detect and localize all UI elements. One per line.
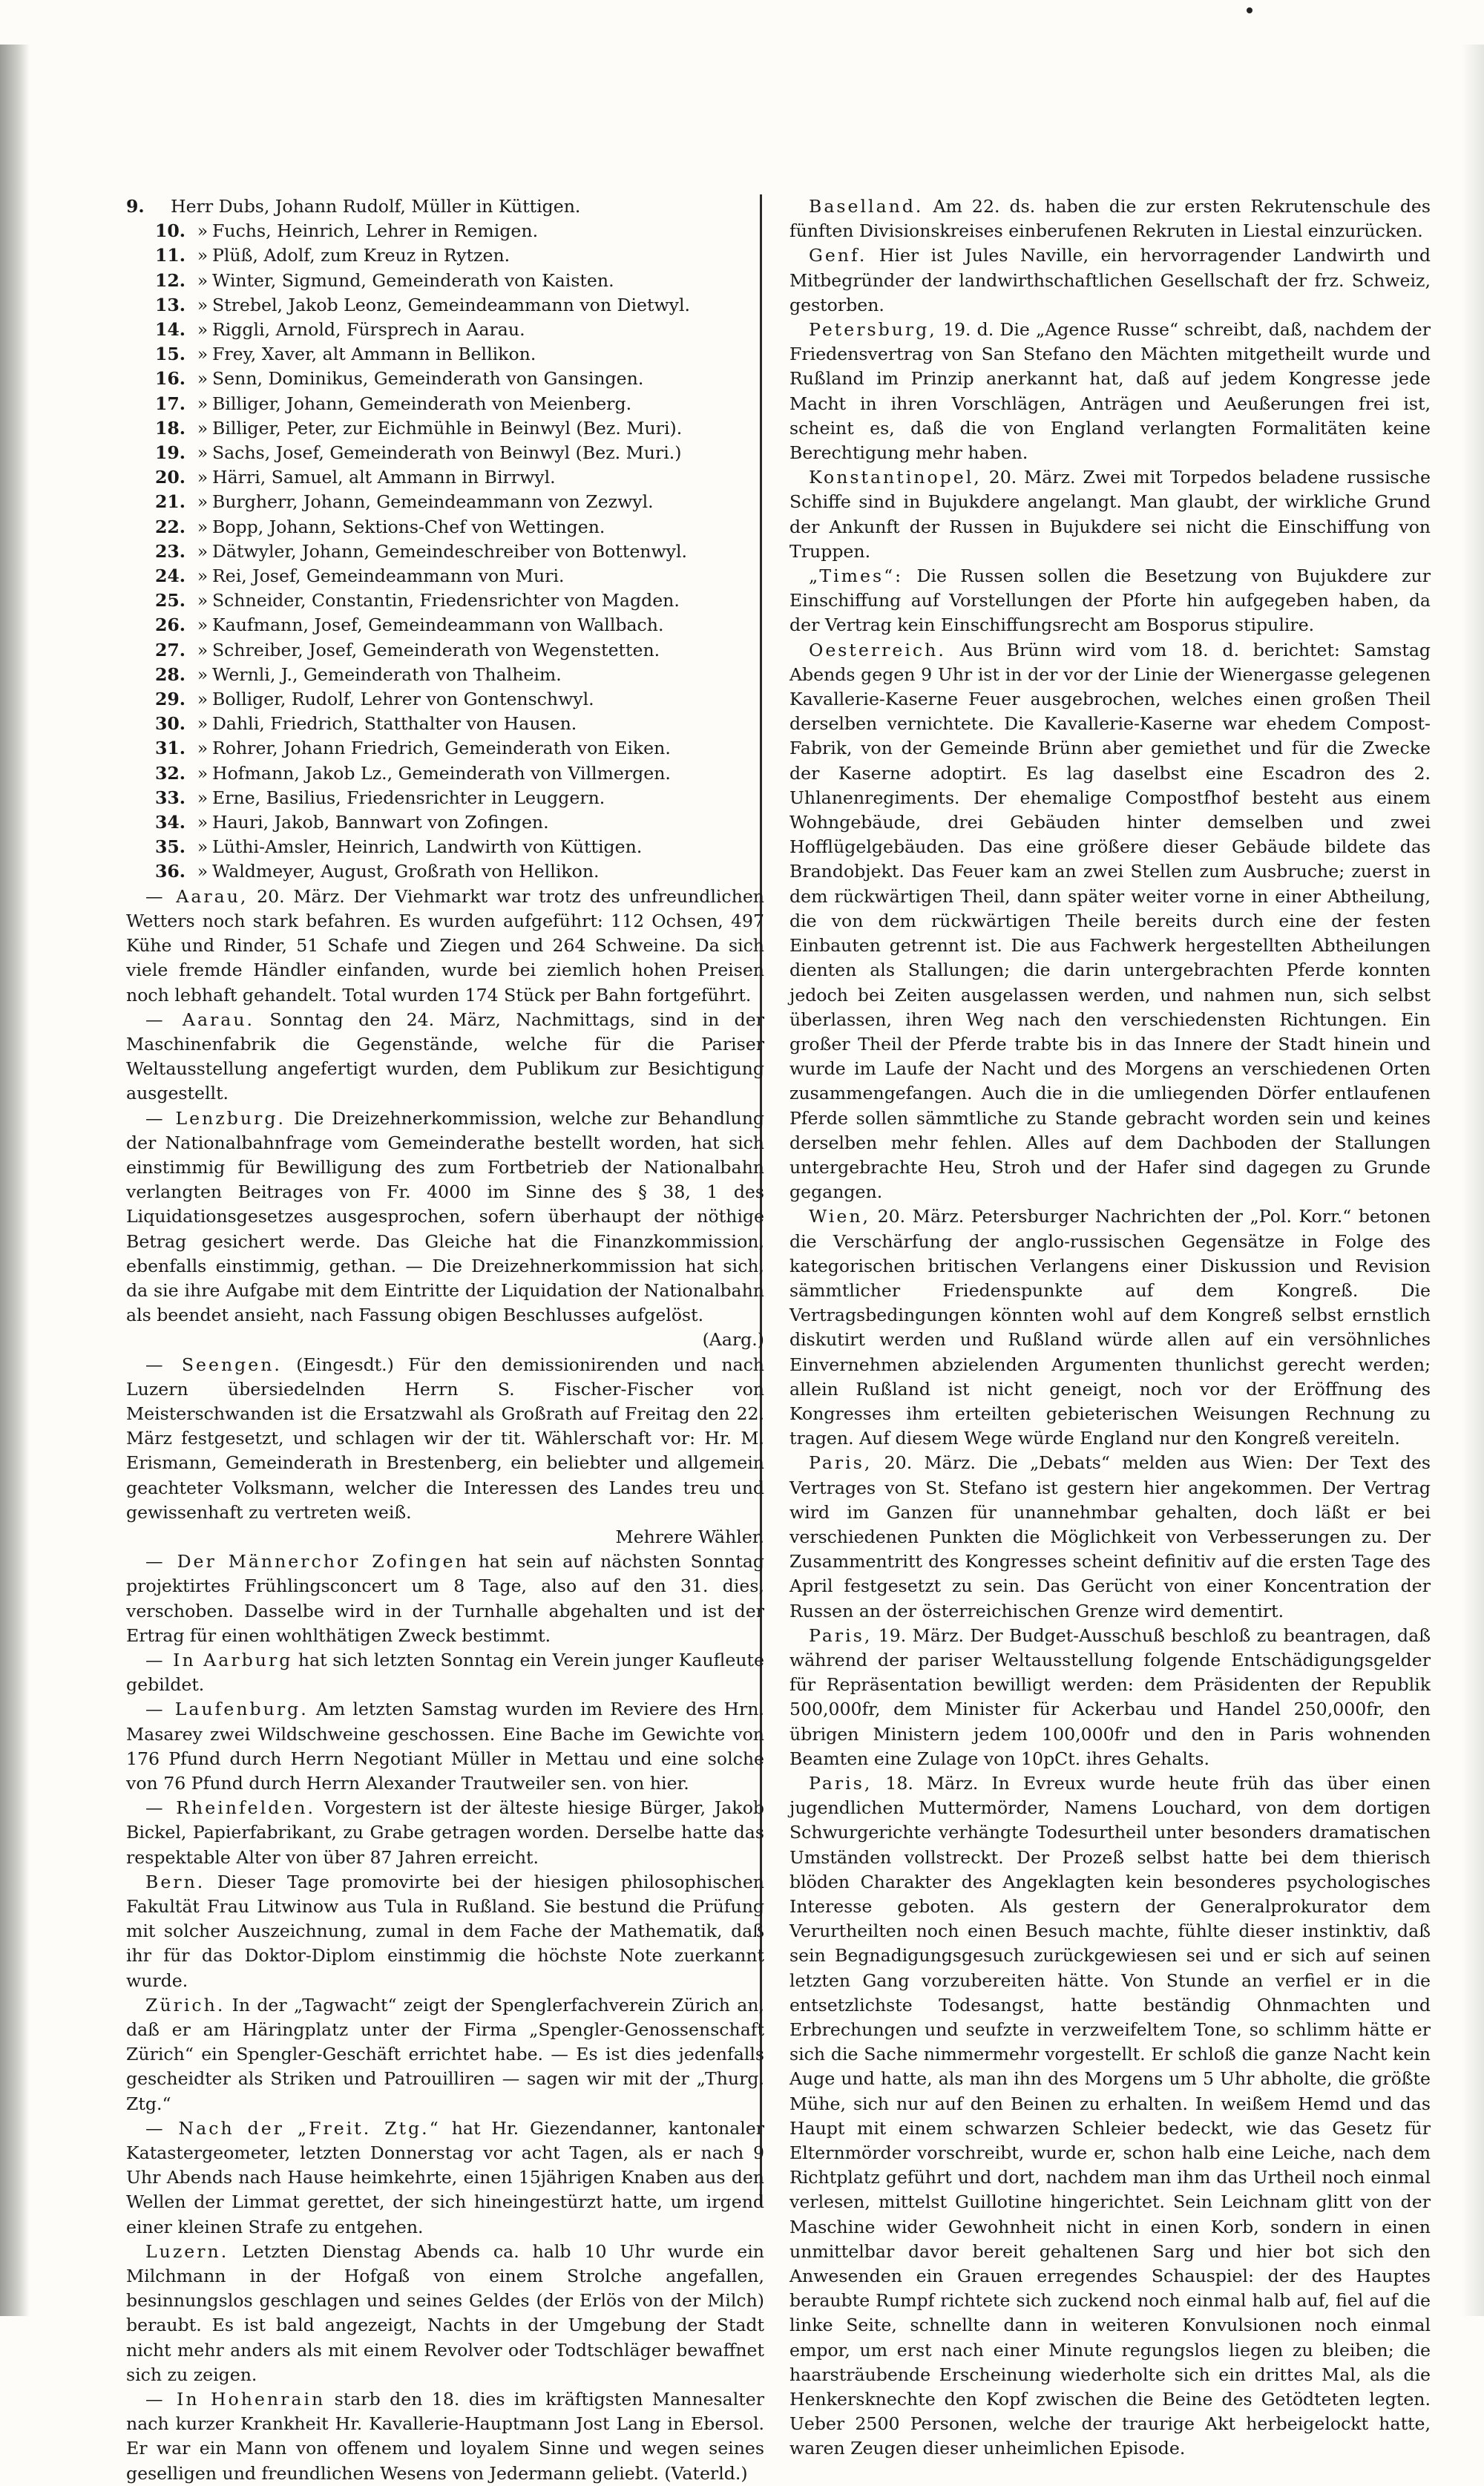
list-number: 27.: [154, 639, 186, 660]
list-name: Billiger, Peter, zur Eichmühle in Beinwyl (Bez. Muri).: [212, 417, 683, 439]
list-item: 9. Herr Dubs, Johann Rudolf, Müller in Küttigen.: [126, 194, 764, 219]
list-number: 30.: [154, 713, 186, 735]
list-item: [126, 441, 764, 465]
list-number: 15.: [154, 344, 186, 365]
list-item: [126, 687, 764, 712]
page-right-edge: [1462, 45, 1484, 2316]
news-source: Mehrere Wähler.: [615, 1526, 764, 1547]
list-number: 18.: [154, 417, 186, 439]
list-name: Dätwyler, Johann, Gemeindeschreiber von Bottenwyl.: [212, 540, 688, 562]
ditto-mark: »: [197, 689, 209, 710]
news-item: [126, 1353, 764, 1550]
list-item: [126, 835, 764, 859]
list-name: Plüß, Adolf, zum Kreuz in Rytzen.: [212, 245, 510, 266]
news-item: [789, 564, 1431, 638]
news-text: 20. März. Zwei mit Torpedos beladene russische Schiffe sind in Bujukdere angelangt. Man glaubt, der wirkliche Grund der Ankunft der Russen in Bujukdere sei nicht die Einschiffung von Truppen.: [789, 467, 1431, 562]
list-number: 32.: [154, 762, 186, 784]
ditto-mark: »: [197, 663, 209, 685]
news-dateline: Baselland.: [809, 196, 924, 217]
news-item: [789, 194, 1431, 243]
news-text: Dieser Tage promovirte bei der hiesigen philosophischen Fakultät Frau Litwinow aus Tula in Rußland. Sie bestund die Prüfung mit solcher Auszeichnung, zumal in dem Fache der Mathematik, daß ihr für das Doktor-Diplom einstimmig die höchste Note zuerkannt wurde.: [126, 1871, 764, 1991]
left-news-items: [126, 885, 764, 2486]
list-number: 28.: [154, 663, 186, 685]
news-dateline: Oesterreich.: [809, 639, 946, 660]
news-item: [126, 1993, 764, 2116]
news-text: Letzten Dienstag Abends ca. halb 10 Uhr wurde ein Milchmann in der Hofgaß von einem Strolche angefallen, besinnungslos geschlagen und seines Geldes (der Erlös von der Milch) beraubt. Es ist bald angezeigt, Nachts in der Umgebung der Stadt nicht mehr anders als mit einem Revolver oder Todtschläger bewaffnet sich zu zeigen.: [126, 2240, 764, 2385]
list-number: 21.: [154, 491, 186, 513]
list-name: Schneider, Constantin, Friedensrichter von Magden.: [212, 590, 680, 611]
news-item: [126, 1549, 764, 1648]
news-dateline: — Laufenburg.: [145, 1699, 309, 1720]
list-item: [126, 761, 764, 786]
right-news-items: [789, 194, 1431, 2462]
list-number: 25.: [154, 590, 186, 611]
ditto-mark: »: [197, 639, 209, 660]
ditto-mark: »: [197, 540, 209, 562]
list-name: Hofmann, Jakob Lz., Gemeinderath von Villmergen.: [212, 762, 671, 784]
ditto-mark: »: [197, 368, 209, 390]
left-column: [126, 194, 764, 2486]
list-name: Kaufmann, Josef, Gemeindeammann von Wallbach.: [212, 614, 664, 636]
list-name: Sachs, Josef, Gemeinderath von Beinwyl (Bez. Muri.): [212, 442, 682, 464]
list-number: 13.: [154, 294, 186, 315]
news-text: hat sein auf nächsten Sonntag projektirtes Frühlingsconcert um 8 Tage, also auf den 31. dies, verschoben. Dasselbe wird in der Turnhalle abgehalten und ist der Ertrag für einen wohlthätigen Zweck bestimmt.: [126, 1551, 764, 1646]
list-item: [126, 539, 764, 564]
ditto-mark: »: [197, 294, 209, 315]
list-number: 20.: [154, 467, 186, 488]
news-item: [789, 1771, 1431, 2462]
list-item: [126, 515, 764, 539]
ditto-mark: »: [197, 467, 209, 488]
list-number: 19.: [154, 442, 186, 464]
list-number: 12.: [154, 269, 186, 291]
list-item: [126, 269, 764, 293]
news-dateline: — Der Männerchor Zofingen: [145, 1551, 469, 1572]
list-number: 17.: [154, 393, 186, 414]
news-source: (Aarg.): [702, 1329, 764, 1351]
ditto-mark: »: [197, 762, 209, 784]
list-name: Senn, Dominikus, Gemeinderath von Gansingen.: [212, 368, 644, 390]
list-name: Wernli, J., Gemeinderath von Thalheim.: [212, 663, 562, 685]
news-item: [789, 318, 1431, 465]
page-binding-edge: [0, 45, 30, 2316]
list-number: 22.: [154, 516, 186, 537]
news-item: [789, 243, 1431, 318]
list-name: Erne, Basilius, Friedensrichter in Leuggern.: [212, 787, 605, 808]
list-name: Billiger, Johann, Gemeinderath von Meienberg.: [212, 393, 632, 414]
printer-mark: [1247, 7, 1252, 13]
list-name: Rohrer, Johann Friedrich, Gemeinderath von Eiken.: [212, 738, 671, 759]
news-dateline: Zürich.: [145, 1994, 226, 2016]
news-item: [126, 1870, 764, 1993]
news-dateline: Bern.: [145, 1871, 206, 1892]
list-name: Hauri, Jakob, Bannwart von Zofingen.: [212, 812, 549, 833]
news-dateline: — Nach der „Freit. Ztg.“: [145, 2117, 441, 2139]
list-item: [126, 490, 764, 514]
news-text: hat sich letzten Sonntag ein Verein junger Kaufleute gebildet.: [126, 1649, 764, 1696]
list-name: Frey, Xaver, alt Ammann in Bellikon.: [212, 344, 536, 365]
news-text: 20. März. Die „Debats“ melden aus Wien: Der Text des Vertrages von St. Stefano ist gestern hier angekommen. Der Vertrag wird im Ganzen für unannehmbar gehalten, doch läßt er bei verschiedenen Punkten die Möglichkeit von Verbesserungen zu. Der Zusammentritt des Kongresses scheint definitiv auf die ersten Tage des April festgesetzt zu sein. Das Gerücht von einer Koncentration der Russen an der österreichischen Grenze wird dementirt.: [789, 1452, 1431, 1621]
news-dateline: — Seengen.: [145, 1354, 282, 1375]
news-text: 18. März. In Evreux wurde heute früh das über einen jugendlichen Muttermörder, Namens Louchard, von dem dortigen Schwurgerichte verhängte Todesurtheil unter besonders dramatischen Umständen vollstreckt. Der Prozeß selbst hatte bei dem thierisch blöden Charakter des Angeklagten kein besonderes psychologisches Interesse geboten. Als gestern der Generalprokurator dem Verurtheilten noch einen Besuch machte, fühlte dieser instinktiv, daß sein Begnadigungsgesuch zurückgewiesen sei und er sich auf seinen letzten Gang vorzubereiten hätte. Von Stunde an verfiel er in die entsetzlichste Todesangst, hatte beständig Ohnmachten und Erbrechungen und seufzte in verzweifeltem Tone, so schlimm hätte er sich die Sache nimmermehr vorgestellt. Er schloß die ganze Nacht kein Auge und hatte, als man ihn des Morgens um 5 Uhr abholte, die größte Mühe, sich nur auf den Beinen zu erhalten. In weißem Hemd und das Haupt mit einem schwarzen Schleier bedeckt, wie das Gesetz für Elternmörder vorschreibt, wurde er, schon halb eine Leiche, nach dem Richtplatz geführt und dort, nachdem man ihm das Urtheil noch einmal verlesen, mittelst Guillotine hingerichtet. Sein Leichnam glitt von der Maschine wider Gewohnheit nicht in einen Korb, sondern in einen unmittelbar davor bereit gehaltenen Sarg und hier bot sich den Anwesenden ein Grauen erregendes Schauspiel: der des Hauptes beraubte Rumpf richtete sich zuckend noch einmal halb auf, fiel auf die linke Seite, schnellte dann in weiteren Konvulsionen noch einmal empor, um erst nach einer Minute regungslos liegen zu bleiben; die haarsträubende Erscheinung wiederholte sich ein drittes Mal, als die Henkersknechte den Kopf zwischen die Beine des Getödteten legten. Ueber 2500 Personen, welche der traurige Akt herbeigelockt hatte, waren Zeugen dieser unheimlichen Episode.: [789, 1773, 1431, 2459]
list-number: 23.: [154, 540, 186, 562]
news-item: [126, 1648, 764, 1697]
list-item: [126, 613, 764, 637]
list-item: [126, 318, 764, 342]
list-name: Schreiber, Josef, Gemeinderath von Wegenstetten.: [212, 639, 660, 660]
list-name: Fuchs, Heinrich, Lehrer in Remigen.: [212, 220, 539, 242]
list-item: [126, 663, 764, 687]
page-top-margin: [0, 0, 1484, 45]
news-item: [789, 1204, 1431, 1451]
list-name: Winter, Sigmund, Gemeinderath von Kaisten.: [212, 269, 614, 291]
ditto-mark: »: [197, 787, 209, 808]
list-number: 36.: [154, 861, 186, 882]
ditto-mark: »: [197, 442, 209, 464]
news-dateline: — Lenzburg.: [145, 1107, 286, 1129]
list-item: [126, 786, 764, 810]
news-text: (Eingesdt.) Für den demissionirenden und nach Luzern übersiedelnden Herrn S. Fischer-Fischer von Meisterschwanden ist die Ersatzwahl als Großrath auf Freitag den 22. März festgesetzt, und schlagen wir der tit. Wählerschaft vor: Hr. M. Erismann, Gemeinderath in Brestenberg, ein beliebter und allgemein geachteter Volksmann, welcher die Interessen des Landes treu und gewissenhaft zu vertreten weiß.: [126, 1354, 764, 1523]
ditto-mark: »: [197, 491, 209, 513]
news-text: hat Hr. Giezendanner, kantonaler Katastergeometer, letzten Donnerstag vor acht Tagen, als er nach 9 Uhr Abends nach Hause heimkehrte, einen 15jährigen Knaben aus den Wellen der Limmat gerettet, der sich hineingestürzt hatte, um irgend einer kleinen Strafe zu entgehen.: [126, 2117, 764, 2237]
ditto-mark: »: [197, 812, 209, 833]
ditto-mark: »: [197, 713, 209, 735]
news-dateline: — Aarau.: [145, 1008, 255, 1030]
list-name: Dahli, Friedrich, Statthalter von Hausen.: [212, 713, 577, 735]
news-dateline: Konstantinopel,: [809, 467, 982, 488]
list-item: [126, 243, 764, 268]
news-dateline: — In Hohenrain: [145, 2389, 326, 2410]
news-dateline: Petersburg,: [809, 319, 937, 341]
news-item: [126, 1697, 764, 1796]
news-text: Am 22. ds. haben die zur ersten Rekrutenschule des fünften Divisionskreises einberufenen Rekruten in Liestal einzurücken.: [789, 196, 1431, 242]
list-name: Bopp, Johann, Sektions-Chef von Wettingen.: [212, 516, 605, 537]
news-item: [126, 2387, 764, 2486]
news-dateline: „Times“:: [809, 565, 904, 587]
list-number: 31.: [154, 738, 186, 759]
ditto-mark: »: [197, 344, 209, 365]
list-item: [126, 367, 764, 391]
list-number: 10.: [154, 220, 186, 242]
list-name: Bolliger, Rudolf, Lehrer von Gontenschwyl.: [212, 689, 594, 710]
news-dateline: — Rheinfelden.: [145, 1797, 315, 1819]
ditto-mark: »: [197, 590, 209, 611]
list-number: 11.: [154, 245, 186, 266]
news-item: [789, 1451, 1431, 1623]
list-number: 34.: [154, 812, 186, 833]
list-item: [126, 712, 764, 736]
list-number: 26.: [154, 614, 186, 636]
ditto-mark: »: [197, 245, 209, 266]
list-number: 33.: [154, 787, 186, 808]
ditto-mark: »: [197, 836, 209, 858]
list-name: Strebel, Jakob Leonz, Gemeindeammann von Dietwyl.: [212, 294, 691, 315]
list-item: [126, 564, 764, 588]
ditto-mark: »: [197, 614, 209, 636]
news-dateline: Genf.: [809, 245, 867, 266]
news-text: Sonntag den 24. März, Nachmittags, sind in der Maschinenfabrik die Gegenstände, welche für die Pariser Weltausstellung angefertigt wurden, dem Publikum zur Besichtigung ausgestellt.: [126, 1008, 764, 1104]
news-dateline: Paris,: [809, 1773, 873, 1794]
list-item: [126, 859, 764, 884]
list-number: 24.: [154, 565, 186, 587]
list-name: Lüthi-Amsler, Heinrich, Landwirth von Küttigen.: [212, 836, 643, 858]
news-item: [789, 1624, 1431, 1771]
list-name: Burgherr, Johann, Gemeindeammann von Zezwyl.: [212, 491, 654, 513]
ditto-mark: »: [197, 319, 209, 341]
list-item: [126, 465, 764, 490]
news-text: 20. März. Der Viehmarkt war trotz des unfreundlichen Wetters noch stark befahren. Es wurden aufgeführt: 112 Ochsen, 497 Kühe und Rinder, 51 Schafe und Ziegen und 264 Schweine. Da sich viele fremde Händler einfanden, wurde bei ziemlich hohen Preisen noch lebhaft gehandelt. Total wurden 174 Stück per Bahn fortgeführt.: [126, 885, 764, 1006]
news-dateline: Paris,: [809, 1452, 873, 1474]
news-text: Aus Brünn wird vom 18. d. berichtet: Samstag Abends gegen 9 Uhr ist in der vor der Linie der Wienergasse gelegenen Kavallerie-Kaserne Feuer ausgebrochen, welches einen großen Theil derselben vernichtete. Die Kavallerie-Kaserne war ehedem Compost-Fabrik, von der Gemeinde Brünn aber gemiethet und für die Zwecke der Kaserne adoptirt. Es lag daselbst eine Escadron des 2. Uhlanenregiments. Der ehemalige Compostfhof besteht aus einem Wohngebäude, drei Gebäuden hinter demselben und zwei Hofflügelgebäuden. Das eine größere dieser Gebäude bildete das Brandobjekt. Das Feuer kam an zwei Stellen zum Ausbruche; zuerst in dem rückwärtigen Theil, dann später weiter vorne in einer Abtheilung, die von dem rückwärtigen Theile bereits durch eine der festen Einbauten getrennt ist. Die aus Fachwerk hergestellten Abtheilungen dienten als Stallungen; die darin untergebrachten Pferde konnten jedoch bei Zeiten ausgelassen werden, und nahmen nun, sich selbst überlassen, ihren Weg nach den verschiedensten Richtungen. Ein großer Theil der Pferde trabte bis in das Innere der Stadt hinein und wurde im Laufe der Nacht und des Morgens an verschiedenen Orten zusammengefangen. Auch die in die umliegenden Dörfer entlaufenen Pferde sollen sämmtliche zu Stande gebracht worden sein und keines derselben mehr fehlen. Alles auf dem Dachboden der Stallungen untergebrachte Heu, Stroh und der Hafer sind dagegen zu Grunde gegangen.: [789, 639, 1431, 1203]
list-name: Waldmeyer, August, Großrath von Hellikon.: [212, 861, 600, 882]
news-text: Am letzten Samstag wurden im Reviere des Hrn. Masarey zwei Wildschweine geschossen. Eine Bache im Gewichte von 176 Pfund durch Herrn Negotiant Müller in Mettau und eine solche von 76 Pfund durch Herrn Alexander Trautweiler sen. von hier.: [126, 1699, 764, 1794]
news-text: 20. März. Petersburger Nachrichten der „Pol. Korr.“ betonen die Verschärfung der anglo-russischen Gegensätze in Folge des kategorischen britischen Verlangens einer Diskussion und Revision sämmtlicher Friedenspunkte auf dem Kongreß. Die Vertragsbedingungen könnten wohl auf dem Kongreß selbst ernstlich diskutirt werden und Rußland würde allen auf ein versöhnliches Einvernehmen abzielenden Argumenten thunlichst gerecht werden; allein Rußland ist nicht geneigt, noch vor der Eröffnung des Kongresses ihm erteilten gebieterischen Weisungen Rechnung zu tragen. Auf diesem Wege würde England nur den Kongreß vereiteln.: [789, 1206, 1431, 1449]
news-item: [126, 885, 764, 1008]
candidate-list: [126, 194, 764, 885]
right-column: [789, 194, 1431, 2462]
news-text: starb den 18. dies im kräftigsten Mannesalter nach kurzer Krankheit Hr. Kavallerie-Hauptmann Jost Lang in Ebersol. Er war ein Mann von offenem und loyalem Sinne und wegen seines geselligen und freundlichen Wesens von Jedermann geliebt. (Vaterld.): [126, 2389, 764, 2484]
list-name: Rei, Josef, Gemeindeammann von Muri.: [212, 565, 565, 587]
list-number: 35.: [154, 836, 186, 858]
list-number: 16.: [154, 368, 186, 390]
ditto-mark: »: [197, 220, 209, 242]
news-item: [789, 465, 1431, 564]
ditto-mark: »: [197, 565, 209, 587]
ditto-mark: »: [197, 516, 209, 537]
list-item: [126, 416, 764, 441]
news-text: In der „Tagwacht“ zeigt der Spenglerfachverein Zürich an, daß er am Häringplatz unter der Firma „Spengler-Genossenschaft Zürich“ ein Spengler-Geschäft errichtet habe. — Es ist dies jedenfalls gescheidter als Striken und Patrouilliren — sagen wir mit der „Thurg. Ztg.“: [126, 1994, 764, 2114]
list-item: [126, 342, 764, 367]
news-dateline: Paris,: [809, 1624, 873, 1646]
list-number: 29.: [154, 689, 186, 710]
news-item: [126, 1106, 764, 1353]
news-text: Die Dreizehnerkommission, welche zur Behandlung der Nationalbahnfrage vom Gemeinderathe bestellt worden, hat sich einstimmig für Bewilligung des zum Fortbetrieb der Nationalbahn verlangten Beitrages von Fr. 4000 im Sinne des § 38, 1 des Liquidationsgesetzes ausgesprochen, sofern überhaupt der nöthige Betrag gesichert werde. Das Gleiche hat die Finanzkommission, ebenfalls einstimmig, gethan. — Die Dreizehnerkommission hat sich, da sie ihre Aufgabe mit dem Eintritte der Liquidation der Nationalbahn als beendet ansieht, nach Fassung obigen Beschlusses aufgelöst.: [126, 1107, 764, 1326]
news-dateline: — Aarau,: [145, 885, 249, 907]
news-text: Die Russen sollen die Besetzung von Bujukdere zur Einschiffung auf Vorstellungen der Pforte hin aufgegeben haben, da der Vertrag kein Einschiffungsrecht am Bosporus stipulire.: [789, 565, 1431, 636]
ditto-mark: »: [197, 738, 209, 759]
news-text: 19. März. Der Budget-Ausschuß beschloß zu beantragen, daß während der pariser Weltausstellung folgende Entschädigungsgelder für Repräsentation bewilligt werden: dem Präsidenten der Republik 500,000fr, dem Minister für Ackerbau und Handel 250,000fr, den übrigen Ministern jedem 100,000fr und den in Paris wohnenden Beamten eine Zulage von 10pCt. ihres Gehalts.: [789, 1624, 1431, 1769]
news-item: [126, 2116, 764, 2240]
ditto-mark: »: [197, 393, 209, 414]
list-number: 14.: [154, 319, 186, 341]
list-item: [126, 588, 764, 613]
list-item: [126, 810, 764, 835]
list-item: [126, 293, 764, 318]
news-dateline: — In Aarburg: [145, 1649, 293, 1670]
list-name: Riggli, Arnold, Fürsprech in Aarau.: [212, 319, 525, 341]
list-item: [126, 392, 764, 416]
news-item: [126, 2240, 764, 2387]
news-dateline: Luzern.: [145, 2240, 229, 2262]
list-item: [126, 736, 764, 761]
news-text: Hier ist Jules Naville, ein hervorragender Landwirth und Mitbegründer der landwirthschaftlichen Gesellschaft der frz. Schweiz, gestorben.: [789, 245, 1431, 315]
ditto-mark: »: [197, 269, 209, 291]
news-text: 19. d. Die „Agence Russe“ schreibt, daß, nachdem der Friedensvertrag von San Stefano den Mächten mitgetheilt wurde und Rußland im Prinzip anerkannt hat, daß auf jedem Kongresse jede Macht in ihren Vorschlägen, Anträgen und Aeußerungen frei ist, scheint es, daß die von England verlangten Formalitäten keine Berechtigung mehr haben.: [789, 319, 1431, 464]
news-item: [789, 638, 1431, 1205]
list-item: [126, 638, 764, 663]
list-name: Herr Dubs, Johann Rudolf, Müller in Küttigen.: [171, 196, 581, 217]
list-item: [126, 219, 764, 243]
news-text: Vorgestern ist der älteste hiesige Bürger, Jakob Bickel, Papierfabrikant, zu Grabe getragen worden. Derselbe hatte das respektable Alter von über 87 Jahren erreicht.: [126, 1797, 764, 1868]
news-item: [126, 1008, 764, 1106]
news-dateline: Wien,: [809, 1206, 871, 1227]
ditto-mark: »: [197, 417, 209, 439]
list-name: Härri, Samuel, alt Ammann in Birrwyl.: [212, 467, 556, 488]
news-item: [126, 1796, 764, 1870]
ditto-mark: »: [197, 861, 209, 882]
